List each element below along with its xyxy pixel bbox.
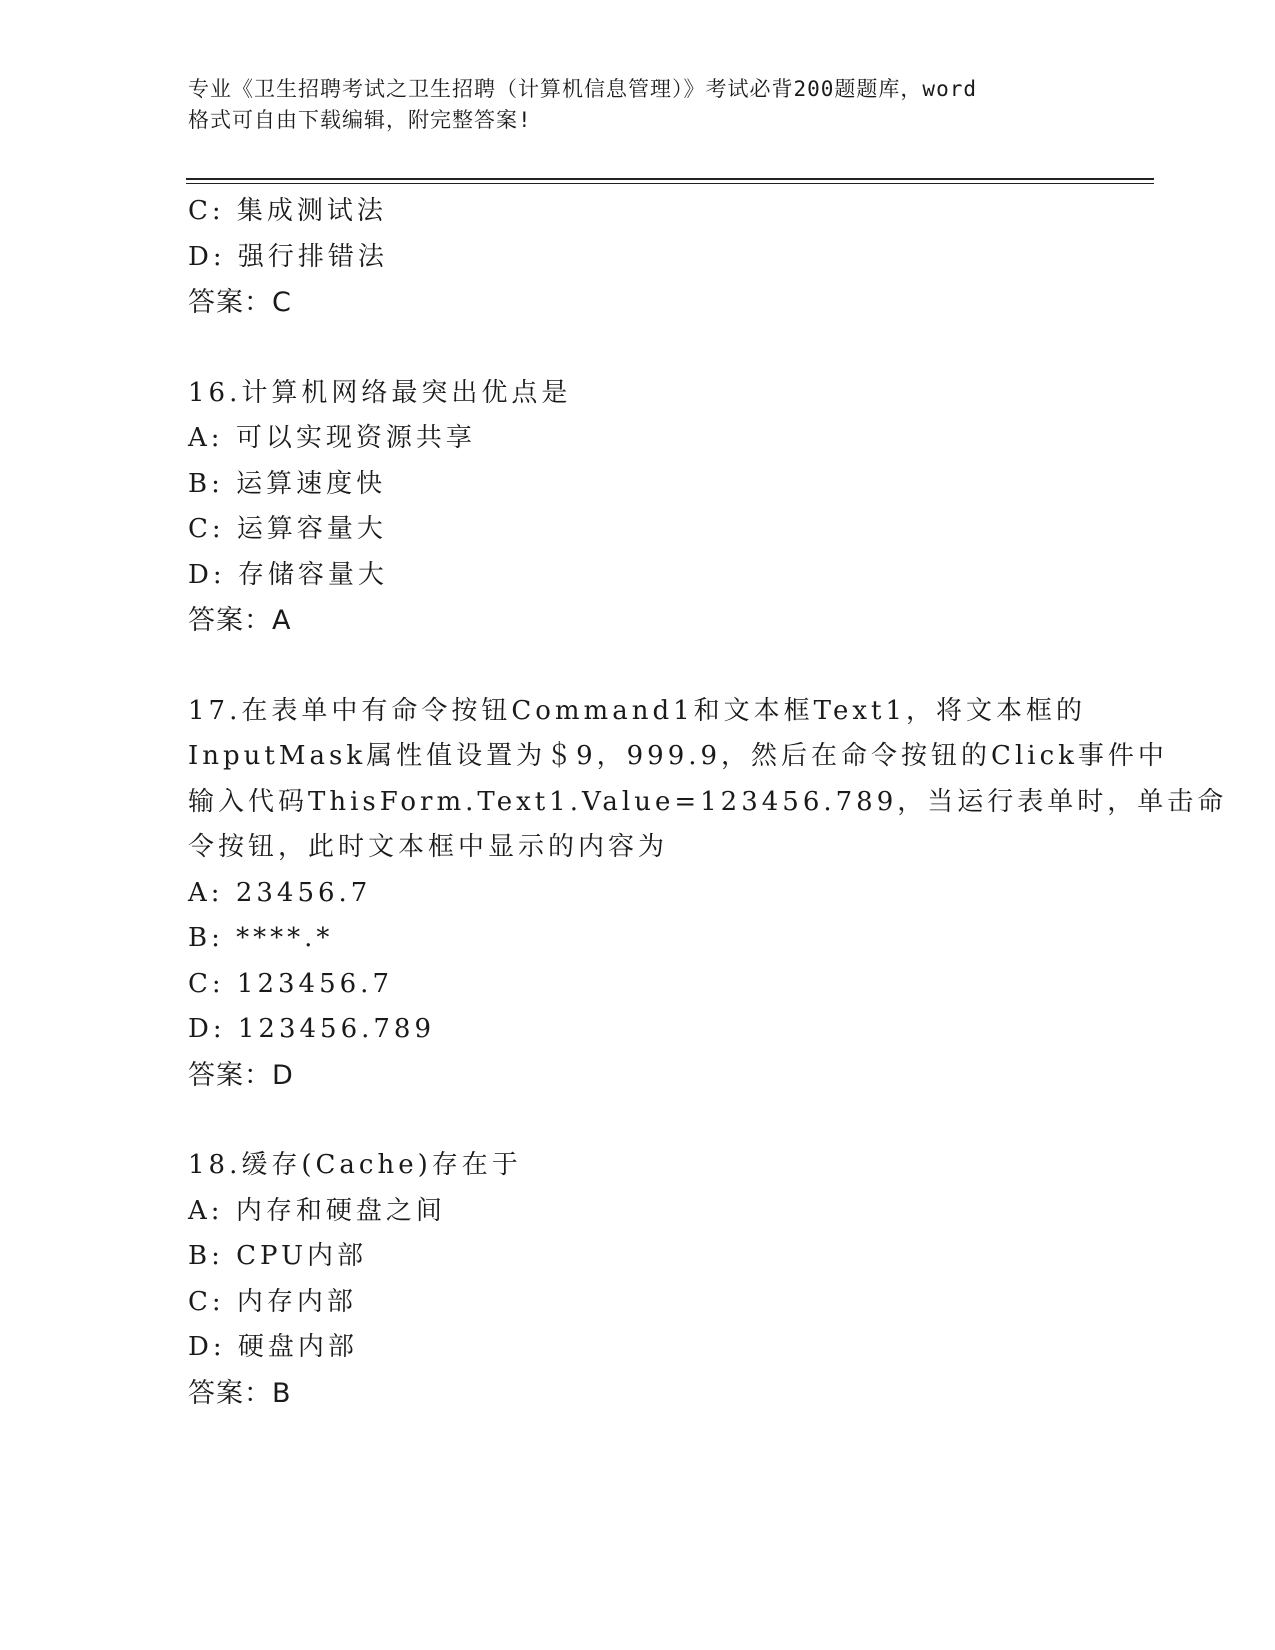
option-text: 23456.7 (235, 877, 372, 908)
page-header (188, 74, 1088, 136)
header-rule-thick (186, 178, 1154, 180)
option-label: C: (188, 196, 225, 226)
option-text: 123456.789 (237, 1014, 436, 1044)
option-c (188, 1280, 1088, 1326)
option-label: A: (188, 877, 224, 908)
question-stem-line-1: 17.在表单中有命令按钮Command1和文本框Text1，将文本框的 (188, 695, 1086, 726)
option-a (188, 871, 1088, 917)
option-label: B: (188, 468, 224, 499)
question-stem: 18.缓存(Cache)存在于 (188, 1150, 522, 1180)
option-label: D: (188, 1332, 226, 1362)
option-text: 内存内部 (236, 1286, 357, 1317)
option-label: D: (188, 559, 226, 590)
question-stem-line-2: InputMask属性值设置为＄9，999.9，然后在命令按钮的Click事件中 (188, 741, 1168, 771)
option-text: 运算容量大 (236, 514, 387, 544)
answer-line: 答案：D (188, 1059, 294, 1091)
question-18 (188, 1143, 1088, 1416)
option-d (188, 1007, 1088, 1053)
option-text: CPU内部 (236, 1241, 367, 1271)
option-d (188, 235, 1088, 281)
option-label: B: (188, 923, 224, 953)
answer-line: 答案：C (188, 287, 292, 318)
question-stem: 16.计算机网络最突出优点是 (188, 377, 572, 408)
option-text: ****.* (236, 923, 334, 953)
option-text: 强行排错法 (237, 241, 388, 272)
option-c (188, 962, 1088, 1008)
option-text: 运算速度快 (236, 468, 387, 499)
option-a (188, 1189, 1088, 1235)
option-b (188, 916, 1088, 962)
previous-question-tail (188, 189, 1088, 326)
header-line-2: 格式可自由下载编辑，附完整答案! (188, 108, 532, 132)
question-17 (188, 689, 1228, 1099)
option-b (188, 462, 1088, 508)
option-label: A: (188, 1195, 224, 1226)
option-c (188, 507, 1088, 553)
option-label: A: (188, 423, 224, 453)
option-text: 123456.7 (236, 968, 393, 999)
option-text: 集成测试法 (236, 196, 387, 226)
question-content (188, 189, 1228, 1416)
question-16 (188, 371, 1088, 644)
option-label: C: (188, 1286, 225, 1317)
question-stem-line-4: 令按钮，此时文本框中显示的内容为 (188, 832, 669, 862)
option-b (188, 1234, 1088, 1280)
option-text: 内存和硬盘之间 (235, 1195, 446, 1226)
option-label: D: (188, 1014, 226, 1044)
option-text: 可以实现资源共享 (235, 423, 476, 453)
option-label: D: (188, 241, 226, 272)
option-c (188, 189, 1088, 235)
option-a (188, 416, 1088, 462)
option-text: 硬盘内部 (237, 1332, 358, 1362)
header-line-1: 专业《卫生招聘考试之卫生招聘（计算机信息管理）》考试必背200题题库，word (188, 77, 977, 101)
option-label: C: (188, 968, 225, 999)
answer-line: 答案：B (188, 1377, 292, 1409)
option-label: B: (188, 1241, 224, 1271)
answer-line: 答案：A (188, 605, 292, 636)
question-stem-line-3: 输入代码ThisForm.Text1.Value=123456.789，当运行表单时，单击命 (188, 786, 1228, 817)
option-label: C: (188, 514, 225, 544)
option-d (188, 553, 1088, 599)
option-text: 存储容量大 (237, 559, 388, 590)
header-rule-thin (186, 183, 1154, 184)
option-d (188, 1325, 1088, 1371)
